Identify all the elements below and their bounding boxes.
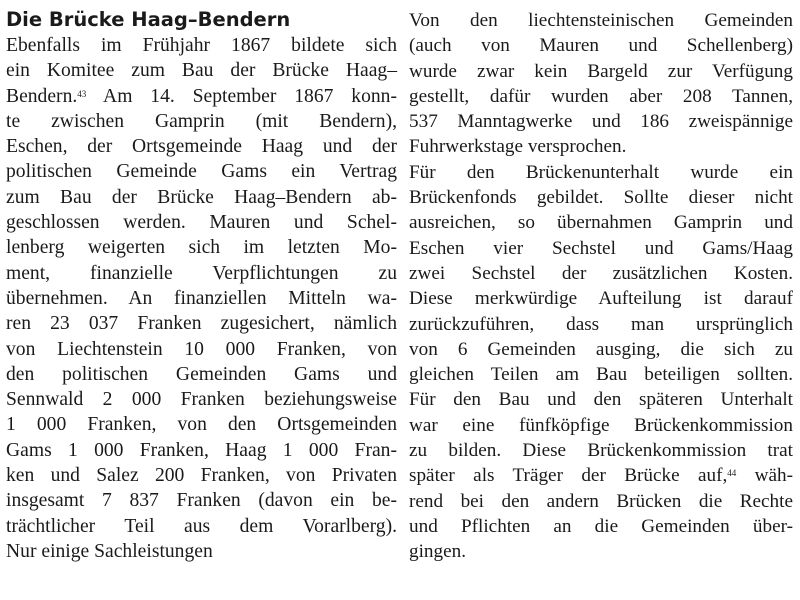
- text-line: insgesamt 7 837 Franken (davon ein be-: [6, 490, 397, 512]
- text-line: zu bilden. Diese Brückenkommission trat: [409, 440, 793, 462]
- text-line: te zwischen Gamprin (mit Bendern),: [6, 110, 397, 132]
- text-line: wurde zwar kein Bargeld zur Verfügung: [409, 60, 793, 82]
- text-line: (auch von Mauren und Schellenberg): [409, 35, 793, 57]
- text-line: Brückenfonds gebildet. Sollte dieser nicht: [409, 187, 793, 209]
- text-line: ein Komitee zum Bau der Brücke Haag–: [6, 60, 397, 82]
- footnote-marker: 44: [727, 468, 737, 479]
- text-line: gingen.: [409, 541, 467, 563]
- text-fragment: später als Träger der Brücke auf,: [409, 465, 728, 487]
- text-line-with-footnote: [6, 84, 397, 109]
- text-line: zurückzuführen, dass man ursprünglich: [409, 313, 793, 335]
- right-column: [409, 0, 793, 565]
- text-line: ausreichen, so übernahmen Gamprin und: [409, 212, 793, 234]
- text-line: Sennwald 2 000 Franken beziehungsweise: [6, 389, 397, 411]
- text-line: ren 23 037 Franken zugesichert, nämlich: [6, 313, 397, 335]
- text-line: Fuhrwerkstage versprochen.: [409, 136, 627, 158]
- text-line: den politischen Gemeinden Gams und: [6, 363, 397, 385]
- text-line: lenberg weigerten sich im letzten Mo-: [6, 237, 397, 259]
- text-line: von Liechtenstein 10 000 Franken, von: [6, 338, 397, 360]
- text-line: Ebenfalls im Frühjahr 1867 bildete sich: [6, 35, 397, 56]
- text-line: geschlossen werden. Mauren und Schel-: [6, 212, 397, 234]
- text-line: Von den liechtensteinischen Gemeinden: [409, 10, 793, 31]
- text-line: 1 000 Franken, von den Ortsgemeinden: [6, 414, 397, 436]
- text-line: rend bei den andern Brücken die Rechte: [409, 490, 793, 512]
- text-line: trächtlicher Teil aus dem Vorarlberg).: [6, 515, 397, 537]
- text-line: zwei Sechstel der zusätzlichen Kosten.: [409, 262, 793, 284]
- text-line: Gams 1 000 Franken, Haag 1 000 Fran-: [6, 439, 397, 461]
- footnote-marker: 43: [77, 88, 87, 99]
- text-line: ken und Salez 200 Franken, von Privaten: [6, 465, 397, 487]
- text-line: zum Bau der Brücke Haag–Bendern ab-: [6, 186, 397, 208]
- text-line: 537 Manntagwerke und 186 zweispännige: [409, 111, 793, 133]
- cut-off-text-line: Nur einige Sachleistungen: [6, 540, 213, 562]
- text-line: Für den Brückenunterhalt wurde ein: [409, 161, 793, 183]
- text-line: von 6 Gemeinden ausging, die sich zu: [409, 338, 793, 360]
- left-column: [6, 0, 397, 562]
- text-fragment: wäh-: [736, 465, 794, 487]
- text-line: übernehmen. An finanziellen Mitteln wa-: [6, 287, 397, 309]
- text-fragment: Bendern.: [6, 85, 78, 107]
- text-line: war eine fünfköpfige Brückenkommission: [409, 414, 793, 436]
- text-line: Diese merkwürdige Aufteilung ist darauf: [409, 288, 793, 310]
- section-heading: Die Brücke Haag–Bendern: [6, 8, 291, 31]
- text-line: Für den Bau und den späteren Unterhalt: [409, 389, 793, 411]
- text-line: und Pflichten an die Gemeinden über-: [409, 515, 793, 537]
- text-line: gestellt, dafür wurden aber 208 Tannen,: [409, 85, 793, 107]
- text-line: Eschen vier Sechstel und Gams/Haag: [409, 237, 793, 259]
- text-line: politischen Gemeinde Gams ein Vertrag: [6, 161, 397, 183]
- text-line: Eschen, der Ortsgemeinde Haag und der: [6, 136, 397, 158]
- text-fragment: Am 14. September 1867 konn-: [86, 85, 397, 107]
- text-line: ment, finanzielle Verpflichtungen zu: [6, 262, 397, 284]
- text-line: gleichen Teilen am Bau beteiligen sollten.: [409, 364, 793, 386]
- text-line-with-footnote: [409, 463, 793, 488]
